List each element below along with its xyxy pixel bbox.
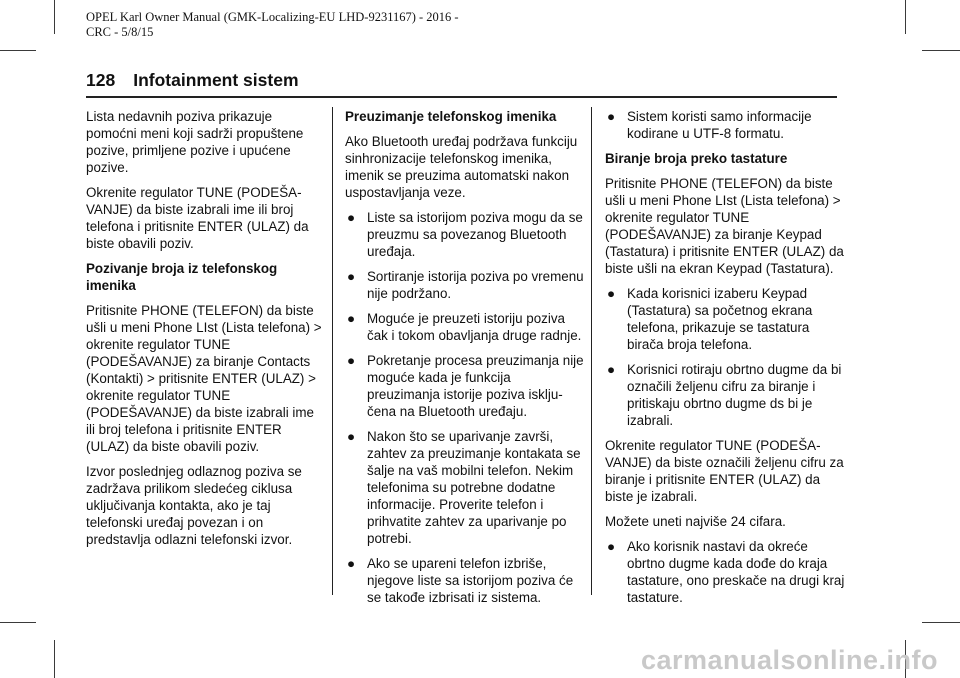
crop-mark <box>54 0 55 34</box>
page-title: Infotainment sistem <box>133 70 299 90</box>
list-item-text: Sortiranje istorija poziva po vremenu nije podržano. <box>367 269 584 301</box>
bullet-icon: ● <box>347 429 356 444</box>
bullet-list <box>605 108 845 142</box>
page-number: 128 <box>86 70 116 90</box>
list-item <box>605 538 845 606</box>
heading-rule <box>86 96 837 98</box>
bullet-icon: ● <box>347 311 356 326</box>
list-item <box>605 108 845 142</box>
section-heading: Pozivanje broja iz telefonskog imenika <box>86 261 278 293</box>
list-item-text: Korisnici rotiraju obrtno dugme da bi označili željenu cifru za biranje i pritiskaju obrtno dugme ds bi je izabrali. <box>627 362 842 428</box>
paragraph: Možete uneti najviše 24 cifara. <box>605 514 786 529</box>
document-header <box>86 10 459 40</box>
watermark: carmanualsonline.info <box>640 645 938 675</box>
section-heading: Preuzimanje telefonskog imenika <box>345 109 557 124</box>
list-item-text: Sistem koristi samo informacije kodirane u UTF-8 formatu. <box>627 109 812 141</box>
crop-mark <box>922 622 960 623</box>
list-item <box>605 285 845 353</box>
column-divider <box>332 107 333 595</box>
bullet-icon: ● <box>347 353 356 368</box>
list-item <box>345 268 585 302</box>
column-2 <box>345 108 585 614</box>
bullet-icon: ● <box>347 210 356 225</box>
list-item <box>345 310 585 344</box>
crop-mark <box>0 622 36 623</box>
bullet-icon: ● <box>607 109 616 124</box>
list-item <box>345 352 585 420</box>
list-item-text: Ako se upareni telefon izbriše, njegove liste sa istorijom poziva će se takođe izbrisati iz sistema. <box>367 556 574 605</box>
column-divider <box>591 107 592 595</box>
bullet-list <box>605 538 845 606</box>
list-item <box>605 361 845 429</box>
bullet-list <box>605 285 845 429</box>
paragraph: Ako Bluetooth uređaj podržava funkciju sinhronizacije telefonskog imenika, imenik se preuzima automatski nakon uspostavljanja veze. <box>345 134 578 200</box>
paragraph: Lista nedavnih poziva prikazuje pomoćni meni koji sadrži propuštene pozive, primljene pozive i upućene pozive. <box>86 109 304 175</box>
bullet-icon: ● <box>607 286 616 301</box>
document-header-line-1: OPEL Karl Owner Manual (GMK-Localizing-EU LHD-9231167) - 2016 - <box>86 10 459 24</box>
list-item-text: Kada korisnici izaberu Keypad (Tastatura) sa početnog ekrana telefona, prikazuje se tastatura birača broja telefona. <box>627 286 813 352</box>
crop-mark <box>0 50 36 51</box>
list-item-text: Ako korisnik nastavi da okreće obrtno dugme kada dođe do kraja tastature, ono preskače na drugi kraj tastature. <box>627 539 845 605</box>
crop-mark <box>54 640 55 678</box>
list-item <box>345 555 585 606</box>
bullet-icon: ● <box>607 539 616 554</box>
bullet-icon: ● <box>347 556 356 571</box>
list-item <box>345 428 585 547</box>
paragraph: Pritisnite PHONE (TELEFON) da biste ušli u meni Phone LIst (Lista telefona) > okrenite regulator TUNE (PODEŠAVANJE) za biranje Keypad (Tastatura) i pritisnite ENTER (ULAZ) da biste ušli na ekran Keypad (Tastatura). <box>605 176 844 276</box>
bullet-list <box>345 209 585 606</box>
paragraph: Okrenite regulator TUNE (PODEŠAVANJE) da biste izabrali ime ili broj telefona i pritisnite ENTER (ULAZ) da biste obavili poziv. <box>86 185 309 251</box>
document-header-line-2: CRC - 5/8/15 <box>86 25 154 39</box>
bullet-icon: ● <box>347 269 356 284</box>
list-item-text: Pokretanje procesa preuzimanja nije moguće kada je funkcija preuzimanja istorije poziva isključena na Bluetooth uređaju. <box>367 353 584 419</box>
list-item-text: Liste sa istorijom poziva mogu da se preuzmu sa povezanog Bluetooth uređaja. <box>367 210 583 259</box>
list-item <box>345 209 585 260</box>
paragraph: Izvor poslednjeg odlaznog poziva se zadržava prilikom sledećeg ciklusa uključivanja kontakta, ako je taj telefonski uređaj povezan i on predstavlja odlazni telefonski izvor. <box>86 464 302 547</box>
paragraph: Okrenite regulator TUNE (PODEŠAVANJE) da biste označili željenu cifru za biranje i pritisnite ENTER (ULAZ) da biste je izabrali. <box>605 438 844 504</box>
paragraph: Pritisnite PHONE (TELEFON) da biste ušli u meni Phone LIst (Lista telefona) > okrenite regulator TUNE (PODEŠAVANJE) za biranje Contacts (Kontakti) > pritisnite ENTER (ULAZ) > okrenite regulator TUNE (PODEŠAVANJE) da biste izabrali ime ili broj telefona i pritisnite ENTER (ULAZ) da biste obavili poziv. <box>86 303 322 454</box>
list-item-text: Moguće je preuzeti istoriju poziva čak i tokom obavljanja druge radnje. <box>367 311 582 343</box>
page-heading <box>86 70 299 91</box>
bullet-icon: ● <box>607 362 616 377</box>
crop-mark <box>922 50 960 51</box>
crop-mark <box>905 0 906 34</box>
list-item-text: Nakon što se uparivanje završi, zahtev za preuzimanje kontakata se šalje na vaš mobilni telefon. Nekim telefonima su potrebne dodatne informacije. Proverite telefon i prihvatite zahtev za uparivanje po potrebi. <box>367 429 581 546</box>
section-heading: Biranje broja preko tastature <box>605 151 788 166</box>
column-1 <box>86 108 326 556</box>
column-3 <box>605 108 845 614</box>
